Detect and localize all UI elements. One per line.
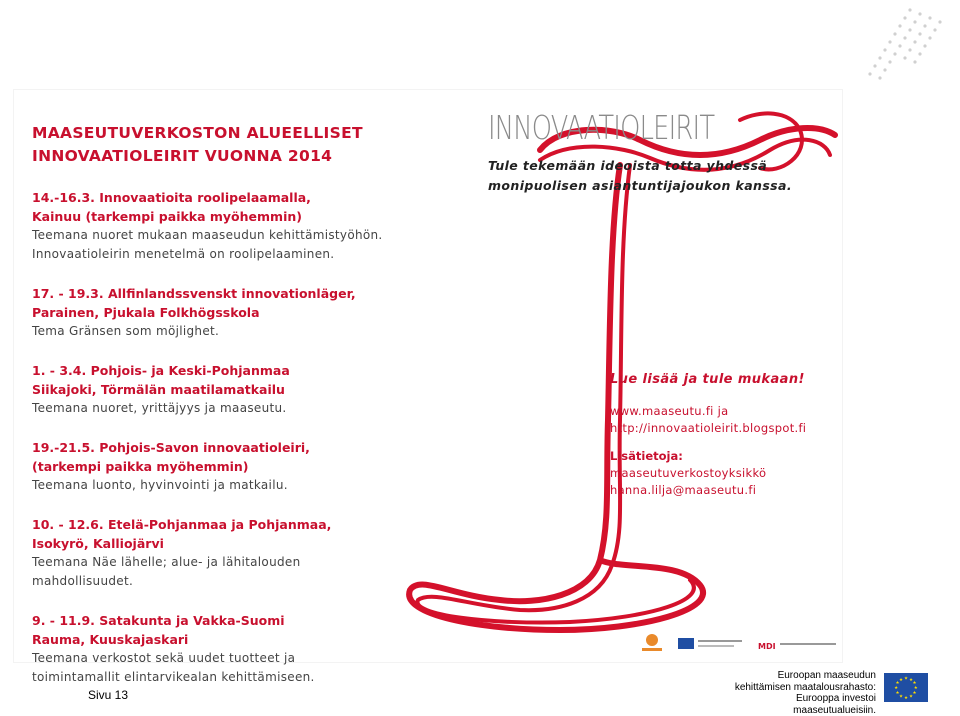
event-description: Teemana Näe lähelle; alue- ja lähitalouden: [32, 555, 301, 569]
event-description: Teemana nuoret mukaan maaseudun kehittämistyöhön.: [32, 228, 383, 242]
svg-text:★: ★: [898, 677, 904, 683]
event-location: Kainuu (tarkempi paikka myöhemmin): [32, 209, 302, 224]
eu-text-line: Eurooppa investoi maaseutualueisiin.: [793, 693, 876, 716]
event-item: [32, 438, 452, 495]
event-title: 14.-16.3. Innovaatioita roolipelaamalla,: [32, 190, 311, 205]
event-title: 1. - 3.4. Pohjois- ja Keski-Pohjanmaa: [32, 363, 290, 378]
event-location: Siikajoki, Törmälän maatilamatkailu: [32, 382, 285, 397]
svg-text:★: ★: [908, 677, 914, 683]
eu-text-line: kehittämisen maatalousrahasto:: [734, 681, 876, 693]
tagline-line-2: monipuolisen asiantuntijajoukon kanssa.: [488, 178, 793, 193]
event-description: Teemana luonto, hyvinvointi ja matkailu.: [32, 478, 288, 492]
event-item: [32, 284, 452, 341]
event-location: Parainen, Pjukala Folkhögsskola: [32, 305, 260, 320]
mdi-logo-icon: MDI: [758, 642, 776, 651]
website-links: [610, 403, 806, 437]
contact-unit: maaseutuverkostoyksikkö: [610, 466, 767, 480]
svg-text:★: ★: [894, 686, 899, 691]
poster-heading: [32, 122, 452, 168]
sponsor-logos: [640, 632, 840, 654]
event-location: (tarkempi paikka myöhemmin): [32, 459, 249, 474]
svg-text:★: ★: [912, 681, 917, 686]
event-item: [32, 611, 452, 687]
heading-line-2: INNOVAATIOLEIRIT VUONNA 2014: [32, 147, 333, 165]
event-description: Teemana verkostot sekä uudet tuotteet ja: [32, 651, 296, 665]
svg-text:★: ★: [913, 686, 918, 691]
event-item: [32, 361, 452, 418]
info-label: Lisätietoja:: [610, 449, 683, 463]
eu-text-line: Euroopan maaseudun: [777, 670, 876, 681]
svg-text:★: ★: [898, 694, 904, 700]
event-description: Tema Gränsen som möjlighet.: [32, 324, 220, 338]
event-description: toimintamallit elintarvikealan kehittämiseen.: [32, 670, 315, 684]
website-link-text[interactable]: www.maaseutu.fi ja: [610, 404, 729, 418]
event-item: [32, 188, 452, 264]
tagline: [488, 156, 792, 196]
leader-logo-icon: [642, 634, 662, 651]
event-description: mahdollisuudet.: [32, 574, 134, 588]
event-list: [32, 122, 452, 687]
contact-email[interactable]: hanna.lilja@maaseutu.fi: [610, 483, 757, 497]
svg-text:★: ★: [912, 691, 917, 696]
heading-line-1: MAASEUTUVERKOSTON ALUEELLISET: [32, 124, 363, 142]
svg-text:★: ★: [895, 681, 900, 686]
event-description: Innovaatioleirin menetelmä on roolipelaaminen.: [32, 247, 335, 261]
svg-text:★: ★: [903, 676, 909, 682]
eu-funding-text: [716, 670, 876, 716]
event-description: Teemana nuoret, yrittäjyys ja maaseutu.: [32, 401, 287, 415]
tagline-line-1: Tule tekemään ideoista totta yhdessä: [488, 158, 768, 173]
event-title: 19.-21.5. Pohjois-Savon innovaatioleiri,: [32, 440, 310, 455]
innovaatioleirit-logo: INNOVAATIOLEIRIT: [488, 108, 715, 147]
page-number: Sivu 13: [88, 688, 129, 702]
event-title: 17. - 19.3. Allfinlandssvenskt innovationläger,: [32, 286, 356, 301]
svg-text:★: ★: [908, 694, 914, 700]
event-title: 9. - 11.9. Satakunta ja Vakka-Suomi: [32, 613, 285, 628]
svg-text:★: ★: [903, 695, 909, 701]
eu-flag-icon: [884, 673, 928, 702]
eu-mini-flag-icon: [678, 638, 694, 649]
decorative-dot-pattern: [770, 0, 960, 100]
event-title: 10. - 12.6. Etelä-Pohjanmaa ja Pohjanmaa,: [32, 517, 332, 532]
event-location: Isokyrö, Kalliojärvi: [32, 536, 164, 551]
contact-info: [610, 465, 766, 499]
event-item: [32, 515, 452, 591]
event-location: Rauma, Kuuskajaskari: [32, 632, 189, 647]
call-to-action: Lue lisää ja tule mukaan!: [610, 372, 805, 387]
svg-text:★: ★: [895, 691, 900, 696]
blog-link[interactable]: http://innovaatioleirit.blogspot.fi: [610, 421, 807, 435]
